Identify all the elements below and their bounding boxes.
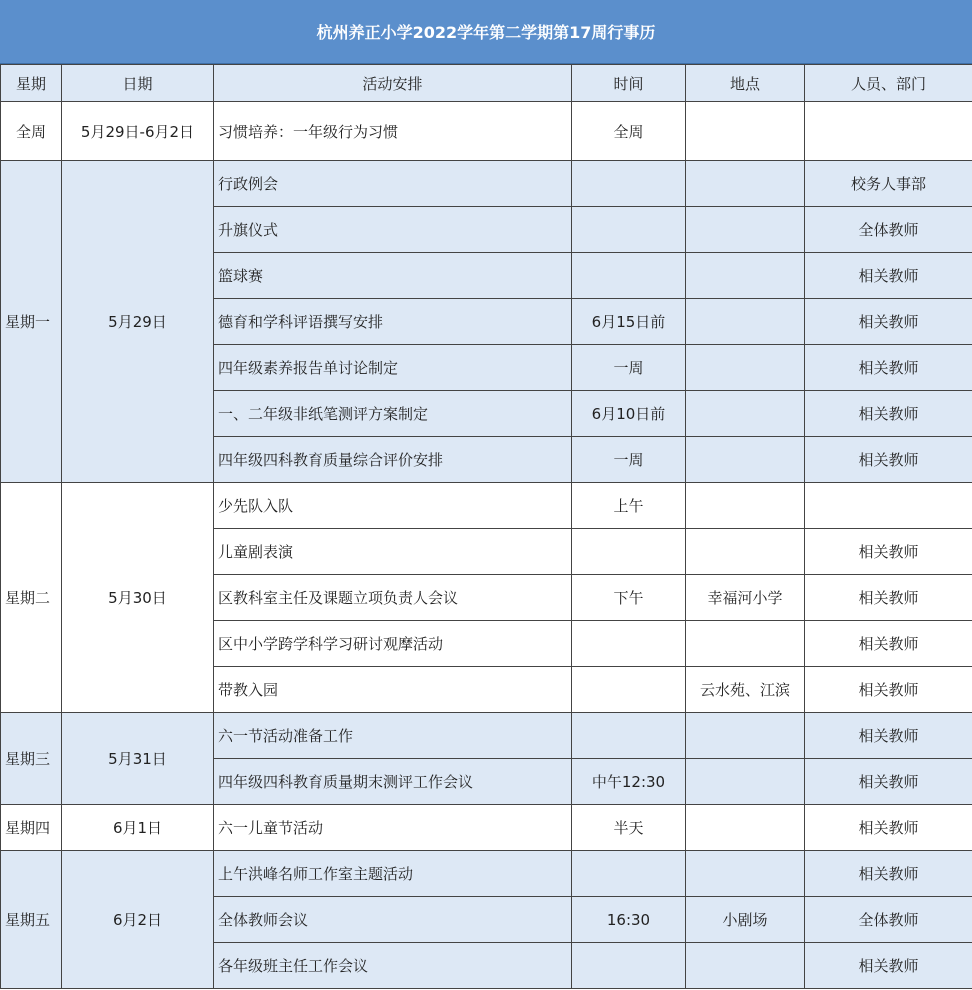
people-cell: 相关教师 [805, 713, 972, 759]
weekday-cell: 星期三 [1, 713, 62, 805]
schedule-row [1, 805, 972, 851]
time-cell: 16:30 [572, 897, 686, 943]
activity-cell: 少先队入队 [214, 483, 572, 529]
place-cell [686, 529, 805, 575]
place-cell: 云水苑、江滨 [686, 667, 805, 713]
activity-cell: 上午洪峰名师工作室主题活动 [214, 851, 572, 897]
header-time: 时间 [572, 65, 686, 102]
time-cell [572, 943, 686, 989]
page-title: 杭州养正小学2022学年第二学期第17周行事历 [0, 0, 972, 64]
activity-cell: 四年级四科教育质量期末测评工作会议 [214, 759, 572, 805]
weekday-cell: 全周 [1, 102, 62, 161]
activity-cell: 一、二年级非纸笔测评方案制定 [214, 391, 572, 437]
date-cell: 5月30日 [62, 483, 214, 713]
time-cell: 一周 [572, 345, 686, 391]
place-cell [686, 943, 805, 989]
weekday-cell: 星期四 [1, 805, 62, 851]
people-cell: 全体教师 [805, 897, 972, 943]
people-cell: 相关教师 [805, 851, 972, 897]
time-cell [572, 253, 686, 299]
time-cell: 半天 [572, 805, 686, 851]
activity-cell: 六一儿童节活动 [214, 805, 572, 851]
date-cell: 6月2日 [62, 851, 214, 989]
header-row [1, 65, 972, 102]
schedule-table [0, 64, 972, 989]
people-cell: 相关教师 [805, 575, 972, 621]
people-cell [805, 102, 972, 161]
time-cell: 6月10日前 [572, 391, 686, 437]
people-cell: 相关教师 [805, 759, 972, 805]
place-cell [686, 759, 805, 805]
people-cell: 相关教师 [805, 391, 972, 437]
place-cell [686, 621, 805, 667]
weekday-cell: 星期一 [1, 161, 62, 483]
activity-cell: 行政例会 [214, 161, 572, 207]
place-cell [686, 437, 805, 483]
time-cell [572, 713, 686, 759]
place-cell: 幸福河小学 [686, 575, 805, 621]
time-cell [572, 621, 686, 667]
people-cell: 相关教师 [805, 805, 972, 851]
place-cell [686, 253, 805, 299]
place-cell [686, 391, 805, 437]
activity-cell: 各年级班主任工作会议 [214, 943, 572, 989]
place-cell [686, 299, 805, 345]
people-cell: 全体教师 [805, 207, 972, 253]
people-cell: 相关教师 [805, 253, 972, 299]
time-cell: 一周 [572, 437, 686, 483]
time-cell [572, 161, 686, 207]
activity-cell: 习惯培养：一年级行为习惯 [214, 102, 572, 161]
time-cell [572, 667, 686, 713]
time-cell [572, 207, 686, 253]
place-cell [686, 483, 805, 529]
activity-cell: 儿童剧表演 [214, 529, 572, 575]
weekday-cell: 星期二 [1, 483, 62, 713]
schedule-row [1, 851, 972, 897]
people-cell: 相关教师 [805, 299, 972, 345]
people-cell: 相关教师 [805, 437, 972, 483]
time-cell [572, 529, 686, 575]
allweek-row [1, 102, 972, 161]
people-cell [805, 483, 972, 529]
header-weekday: 星期 [1, 65, 62, 102]
people-cell: 相关教师 [805, 621, 972, 667]
activity-cell: 带教入园 [214, 667, 572, 713]
people-cell: 校务人事部 [805, 161, 972, 207]
activity-cell: 区教科室主任及课题立项负责人会议 [214, 575, 572, 621]
time-cell: 下午 [572, 575, 686, 621]
time-cell: 6月15日前 [572, 299, 686, 345]
place-cell [686, 161, 805, 207]
activity-cell: 四年级素养报告单讨论制定 [214, 345, 572, 391]
place-cell [686, 207, 805, 253]
schedule-row [1, 161, 972, 207]
header-activity: 活动安排 [214, 65, 572, 102]
place-cell [686, 851, 805, 897]
people-cell: 相关教师 [805, 345, 972, 391]
header-place: 地点 [686, 65, 805, 102]
people-cell: 相关教师 [805, 943, 972, 989]
time-cell: 全周 [572, 102, 686, 161]
header-date: 日期 [62, 65, 214, 102]
place-cell [686, 805, 805, 851]
schedule-row [1, 713, 972, 759]
time-cell [572, 851, 686, 897]
activity-cell: 德育和学科评语撰写安排 [214, 299, 572, 345]
date-cell: 6月1日 [62, 805, 214, 851]
place-cell [686, 102, 805, 161]
place-cell: 小剧场 [686, 897, 805, 943]
time-cell: 上午 [572, 483, 686, 529]
time-cell: 中午12:30 [572, 759, 686, 805]
people-cell: 相关教师 [805, 529, 972, 575]
activity-cell: 四年级四科教育质量综合评价安排 [214, 437, 572, 483]
header-people: 人员、部门 [805, 65, 972, 102]
activity-cell: 区中小学跨学科学习研讨观摩活动 [214, 621, 572, 667]
date-cell: 5月31日 [62, 713, 214, 805]
activity-cell: 升旗仪式 [214, 207, 572, 253]
place-cell [686, 345, 805, 391]
activity-cell: 全体教师会议 [214, 897, 572, 943]
activity-cell: 篮球赛 [214, 253, 572, 299]
place-cell [686, 713, 805, 759]
date-cell: 5月29日-6月2日 [62, 102, 214, 161]
weekday-cell: 星期五 [1, 851, 62, 989]
activity-cell: 六一节活动准备工作 [214, 713, 572, 759]
date-cell: 5月29日 [62, 161, 214, 483]
schedule-row [1, 483, 972, 529]
people-cell: 相关教师 [805, 667, 972, 713]
